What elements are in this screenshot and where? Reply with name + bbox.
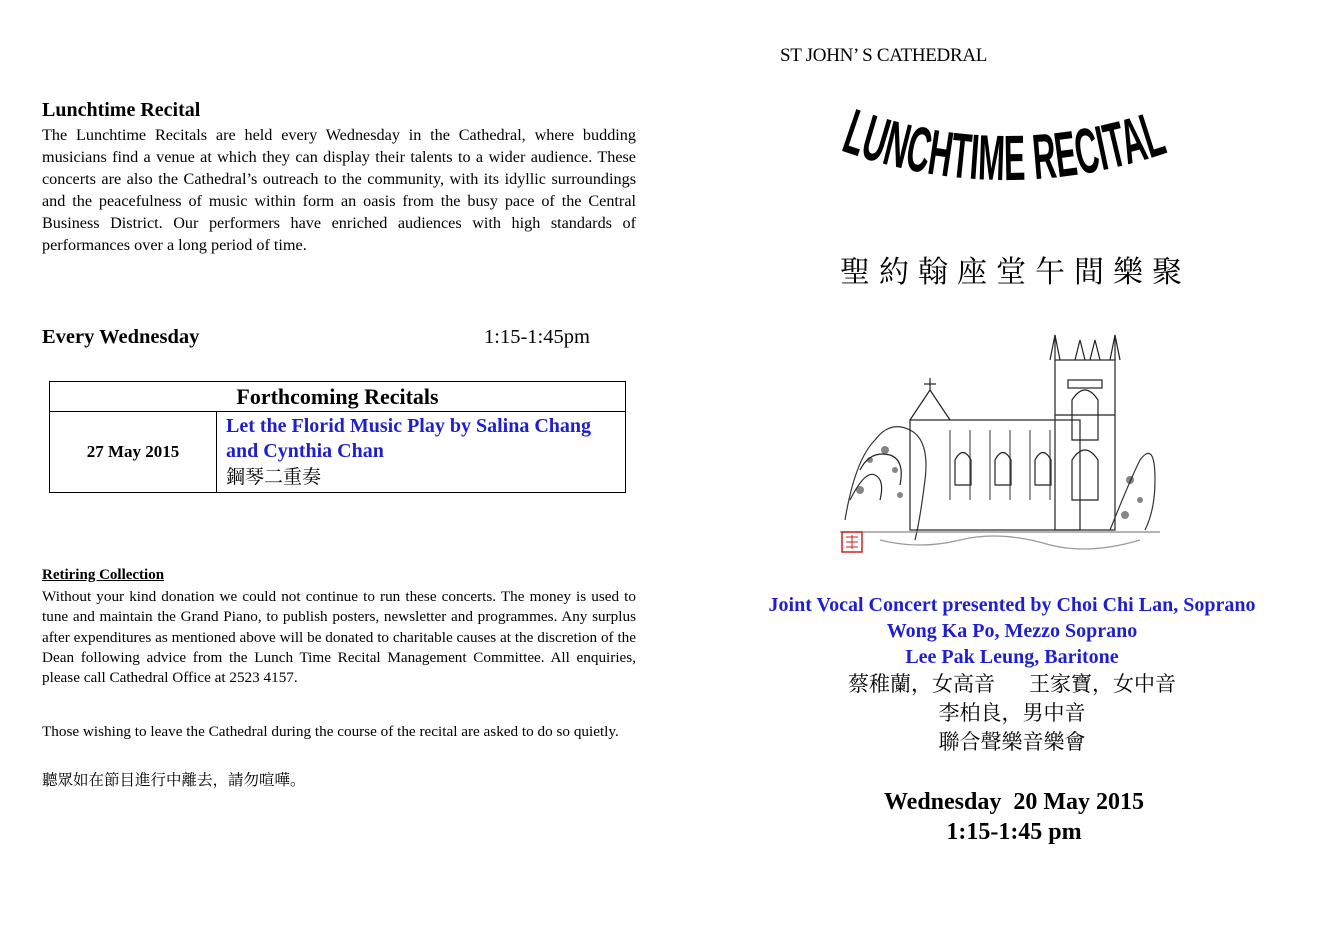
cathedral-name: ST JOHN’ S CATHEDRAL: [780, 45, 988, 66]
concert-zh-mezzo: 王家寶，女中音: [1029, 672, 1176, 696]
table-row: [50, 412, 626, 493]
concert-date: Wednesday 20 May 2015: [883, 789, 1144, 815]
recital-title: Let the Florid Music Play by Salina Chang and Cynthia Chan: [226, 415, 592, 462]
cathedral-sketch-svg: [840, 320, 1160, 560]
concert-zh-line-1: [700, 670, 1324, 699]
concert-info: [700, 592, 1324, 757]
recital-title-zh: 鋼琴二重奏: [226, 466, 322, 488]
leave-notice-zh: 聽眾如在節目進行中離去，請勿喧嘩。: [42, 771, 306, 789]
retiring-heading: Retiring Collection: [42, 567, 165, 583]
concert-line-2: Wong Ka Po, Mezzo Soprano: [886, 620, 1138, 642]
zh-title: 聖約翰座堂午間樂聚: [840, 255, 1191, 290]
leave-notice: Those wishing to leave the Cathedral during the course of the recital are asked to do so quietly.: [42, 723, 619, 740]
schedule-day: Every Wednesday: [42, 326, 200, 348]
recital-date: 27 May 2015: [50, 412, 217, 493]
recital-description: [217, 412, 626, 493]
big-title-svg: [835, 105, 1180, 205]
retiring-body: Without your kind donation we could not continue to run these concerts. The money is used to tune and maintain the Grand Piano, to publish posters, newsletter and programmes. Any surplus after expenditures as mentioned above will be donated to charitable causes at the discretion of the Dean following advice from the Lunch Time Recital Management Committee. All enquiries, please call Cathedral Office at 2523 4157.: [42, 588, 636, 687]
concert-zh-title: 聯合聲樂音樂會: [938, 730, 1086, 754]
concert-line-1: Joint Vocal Concert presented by Choi Chi Lan, Soprano: [768, 594, 1256, 616]
big-title-path: LUNCHTIME RECITA: [835, 105, 1176, 196]
schedule-time: 1:15-1:45pm: [484, 326, 590, 348]
concert-zh-baritone: 李柏良，男中音: [938, 701, 1086, 725]
big-title-text: [835, 105, 1176, 196]
cathedral-sketch-icon: [840, 320, 1160, 560]
concert-time: 1:15-1:45 pm: [946, 819, 1082, 845]
schedule-line: [42, 326, 602, 349]
concert-when: [700, 787, 1328, 847]
big-title: [835, 105, 1180, 205]
concert-zh-soprano: 蔡稚蘭，女高音: [848, 672, 995, 696]
forthcoming-heading: Forthcoming Recitals: [50, 382, 626, 412]
intro-body: The Lunchtime Recitals are held every Wednesday in the Cathedral, where budding musicians find a venue at which they can display their talents to a wider audience. These concerts are also the Cathedral’s outreach to the community, with its idyllic surroundings and the peacefulness of music within form an oasis from the busy pace of the Central Business District. Our performers have enriched audiences with high standards of performances over a long period of time.: [42, 126, 636, 254]
concert-line-3: Lee Pak Leung, Baritone: [905, 646, 1119, 668]
forthcoming-recitals-table: [49, 381, 626, 493]
intro-title: Lunchtime Recital: [42, 99, 201, 121]
